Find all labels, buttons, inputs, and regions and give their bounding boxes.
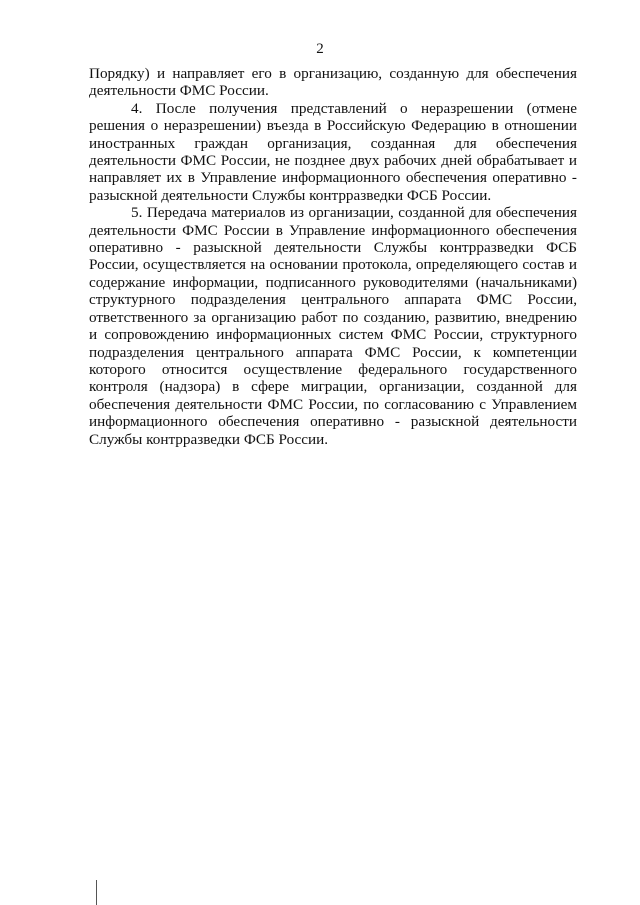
page-number: 2 (316, 41, 324, 57)
paragraph-item-5: 5. Передача материалов из организации, созданной для обеспечения деятельности ФМС России в Управление информационного обеспечения оперативно - разыскной деятельности Службы контрразведки ФСБ России, осуществляется на основании протокола, определяющего состав и содержание информации, подписанного руководителями (начальниками) структурного подразделения центрального аппарата ФМС России, ответственного за организацию работ по созданию, развитию, внедрению и сопровождению информационных систем ФМС России, структурного подразделения центрального аппарата ФМС России, к компетенции которого относится осуществление федерального государственного контроля (надзора) в сфере миграции, организации, созданной для обеспечения деятельности ФМС России, по согласованию с Управлением информационного обеспечения оперативно - разыскной деятельности Службы контрразведки ФСБ России. (89, 204, 577, 448)
scan-edge-line (96, 880, 97, 905)
document-body (89, 65, 577, 448)
paragraph-continuation: Порядку) и направляет его в организацию, созданную для обеспечения деятельности ФМС России. (89, 65, 577, 100)
paragraph-item-4: 4. После получения представлений о неразрешении (отмене решения о неразрешении) въезда в Российскую Федерацию в отношении иностранных граждан организация, созданная для обеспечения деятельности ФМС России, не позднее двух рабочих дней обрабатывает и направляет их в Управление информационного обеспечения оперативно - разыскной деятельности Службы контрразведки ФСБ России. (89, 99, 577, 204)
